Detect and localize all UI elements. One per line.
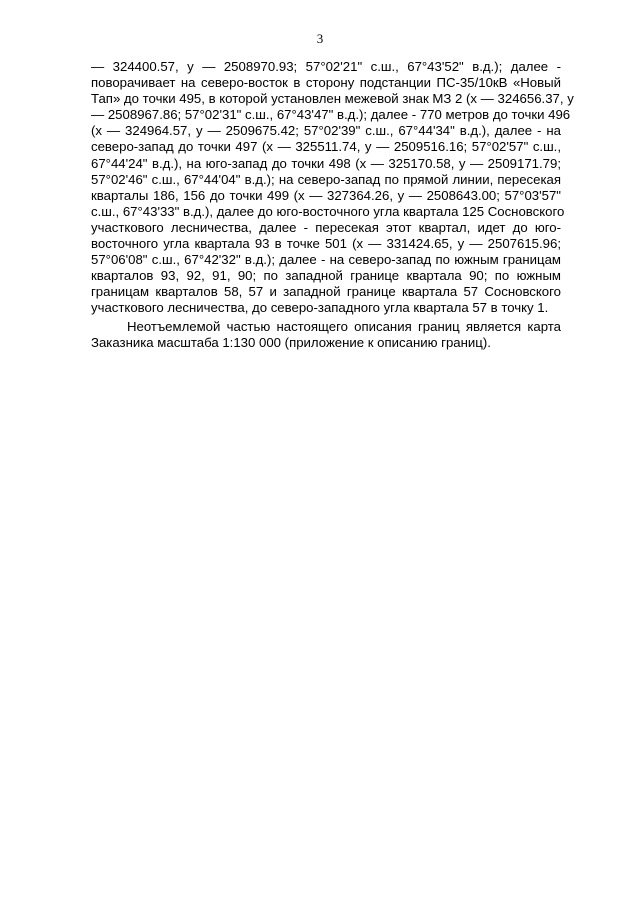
page-number: 3 bbox=[316, 31, 324, 46]
text-line: с.ш., 67°43'33" в.д.), далее до юго-восточного угла квартала 125 Сосновского bbox=[91, 203, 565, 219]
text-line: — 2508967.86; 57°02'31" с.ш., 67°43'47" в.д.); далее - 770 метров до точки 496 bbox=[91, 107, 571, 123]
paragraph-boundary-description bbox=[91, 59, 574, 317]
text-line: (х — 324964.57, у — 2509675.42; 57°02'39" с.ш., 67°44'34" в.д.), далее - на bbox=[91, 123, 561, 139]
text-line: участкового лесничества, далее - пересекая этот квартал, идет до юго- bbox=[91, 219, 561, 235]
text-line: 57°06'08" с.ш., 67°42'32" в.д.); далее - на северо-запад по южным границам bbox=[91, 252, 561, 268]
text-line: границам кварталов 58, 57 и западной границе квартала 57 Сосновского bbox=[91, 284, 561, 300]
text-line: Неотъемлемой частью настоящего описания границ является карта bbox=[127, 318, 561, 334]
paragraph-map-reference bbox=[91, 319, 561, 351]
text-line: 67°44'24" в.д.), на юго-запад до точки 498 (х — 325170.58, у — 2509171.79; bbox=[91, 155, 561, 171]
text-line: 57°02'46" с.ш., 67°44'04" в.д.); на северо-запад по прямой линии, пересекая bbox=[91, 171, 561, 187]
text-line: — 324400.57, у — 2508970.93; 57°02'21" с.ш., 67°43'52" в.д.); далее - bbox=[91, 59, 561, 74]
text-line: северо-запад до точки 497 (х — 325511.74, у — 2509516.16; 57°02'57" с.ш., bbox=[91, 139, 561, 155]
document-body bbox=[91, 59, 574, 351]
text-line: Тап» до точки 495, в которой установлен межевой знак МЗ 2 (х — 324656.37, у bbox=[91, 91, 574, 107]
text-line: поворачивает на северо-восток в сторону подстанции ПС-35/10кВ «Новый bbox=[91, 75, 561, 91]
text-line: Заказника масштаба 1:130 000 (приложение к описанию границ). bbox=[91, 334, 491, 350]
text-line: участкового лесничества, до северо-западного угла квартала 57 в точку 1. bbox=[91, 300, 549, 316]
text-line: кварталы 186, 156 до точки 499 (х — 327364.26, у — 2508643.00; 57°03'57" bbox=[91, 187, 561, 203]
text-line: восточного угла квартала 93 в точке 501 (х — 331424.65, у — 2507615.96; bbox=[91, 236, 561, 252]
text-line: кварталов 93, 92, 91, 90; по западной границе квартала 90; по южным bbox=[91, 268, 561, 284]
